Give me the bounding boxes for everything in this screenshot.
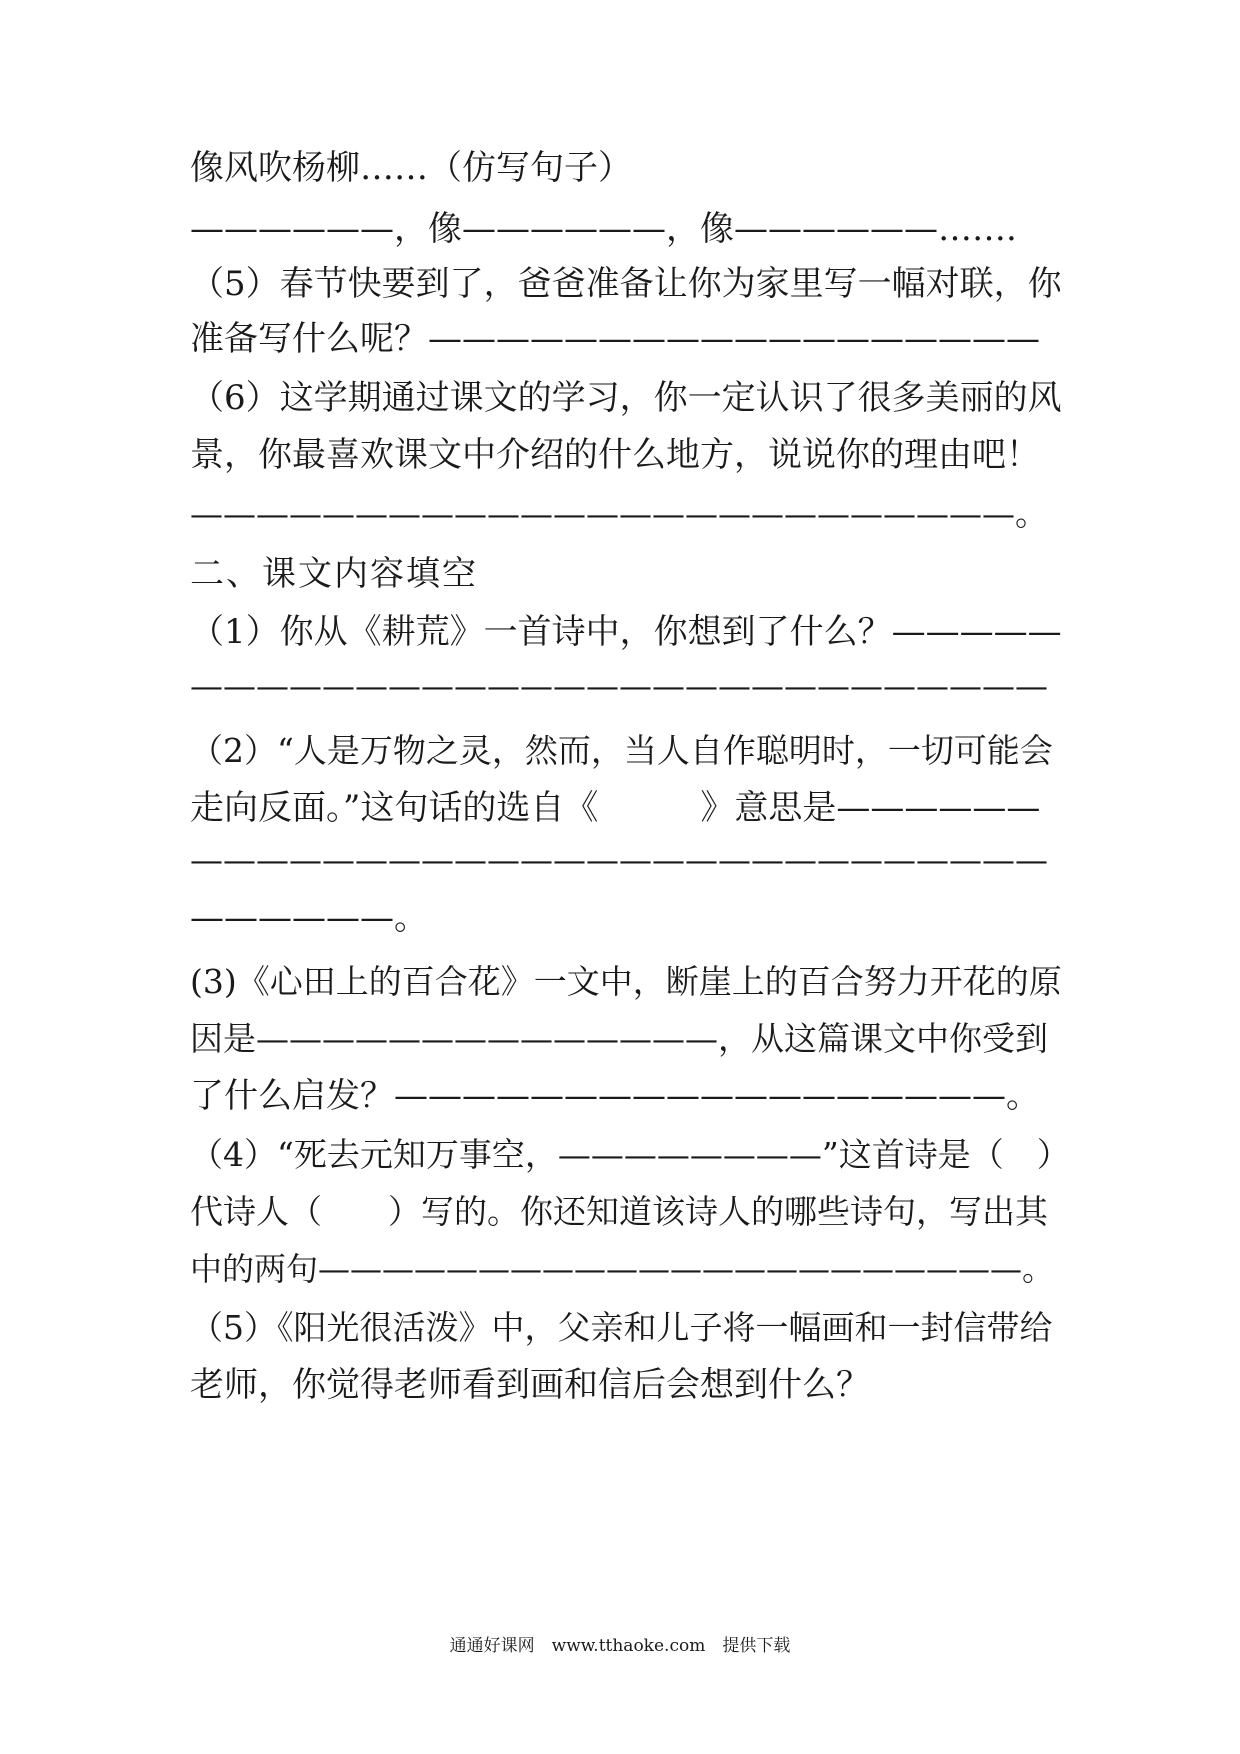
download-footer: 通通好课网 www.tthaoke.com 提供下载 — [449, 1636, 791, 1656]
fill-question-5-line-2: 老师，你觉得老师看到画和信后会想到什么？ — [190, 1365, 870, 1405]
fill-question-3-line-1: (3)《心田上的百合花》一文中，断崖上的百合努力开花的原 — [190, 962, 1062, 1001]
sentence-imitation-prompt: 像风吹杨柳……（仿写句子） — [190, 148, 632, 188]
fill-question-4-line-2: 代诗人（ ）写的。你还知道该诗人的哪些诗句，写出其 — [190, 1192, 1048, 1231]
imitation-blanks-line: ——————，像——————，像——————……. — [190, 209, 1017, 249]
fill-question-4-line-3: 中的两句——————————————————————。 — [190, 1250, 1055, 1288]
fill-question-4-line-1: （4）“死去元知万事空，————————”这首诗是（ ） — [190, 1135, 1070, 1174]
question-5-couplet-line-2: 准备写什么呢？—————————————————— — [190, 319, 1040, 359]
question-6-scenery-line-1: （6）这学期通过课文的学习，你一定认识了很多美丽的风 — [190, 378, 1062, 418]
fill-question-1-answer-blank: —————————————————————————— — [190, 666, 1048, 705]
fill-question-1-line-1: （1）你从《耕荒》一首诗中，你想到了什么？————— — [190, 612, 1062, 652]
fill-question-3-line-3: 了什么启发？——————————————————。 — [190, 1076, 1040, 1116]
question-6-scenery-line-2: 景，你最喜欢课文中介绍的什么地方，说说你的理由吧！ — [190, 435, 1040, 475]
fill-question-2-line-1: （2）“人是万物之灵，然而，当人自作聪明时，一切可能会 — [190, 731, 1053, 770]
section-2-heading: 二、课文内容填空 — [190, 554, 478, 594]
fill-question-2-line-2: 走向反面。”这句话的选自《 》意思是—————— — [190, 788, 1041, 828]
fill-question-3-line-2: 因是——————————————，从这篇课文中你受到 — [190, 1019, 1048, 1058]
question-5-couplet-line-1: （5）春节快要到了，爸爸准备让你为家里写一幅对联，你 — [190, 264, 1062, 304]
fill-question-2-answer-blank-1: —————————————————————————— — [190, 840, 1048, 879]
fill-question-2-answer-blank-2: ——————。 — [190, 898, 428, 938]
fill-question-5-line-1: （5）《阳光很活泼》中，父亲和儿子将一幅画和一封信带给 — [190, 1308, 1053, 1347]
question-6-answer-blank: —————————————————————————。 — [190, 494, 1048, 533]
